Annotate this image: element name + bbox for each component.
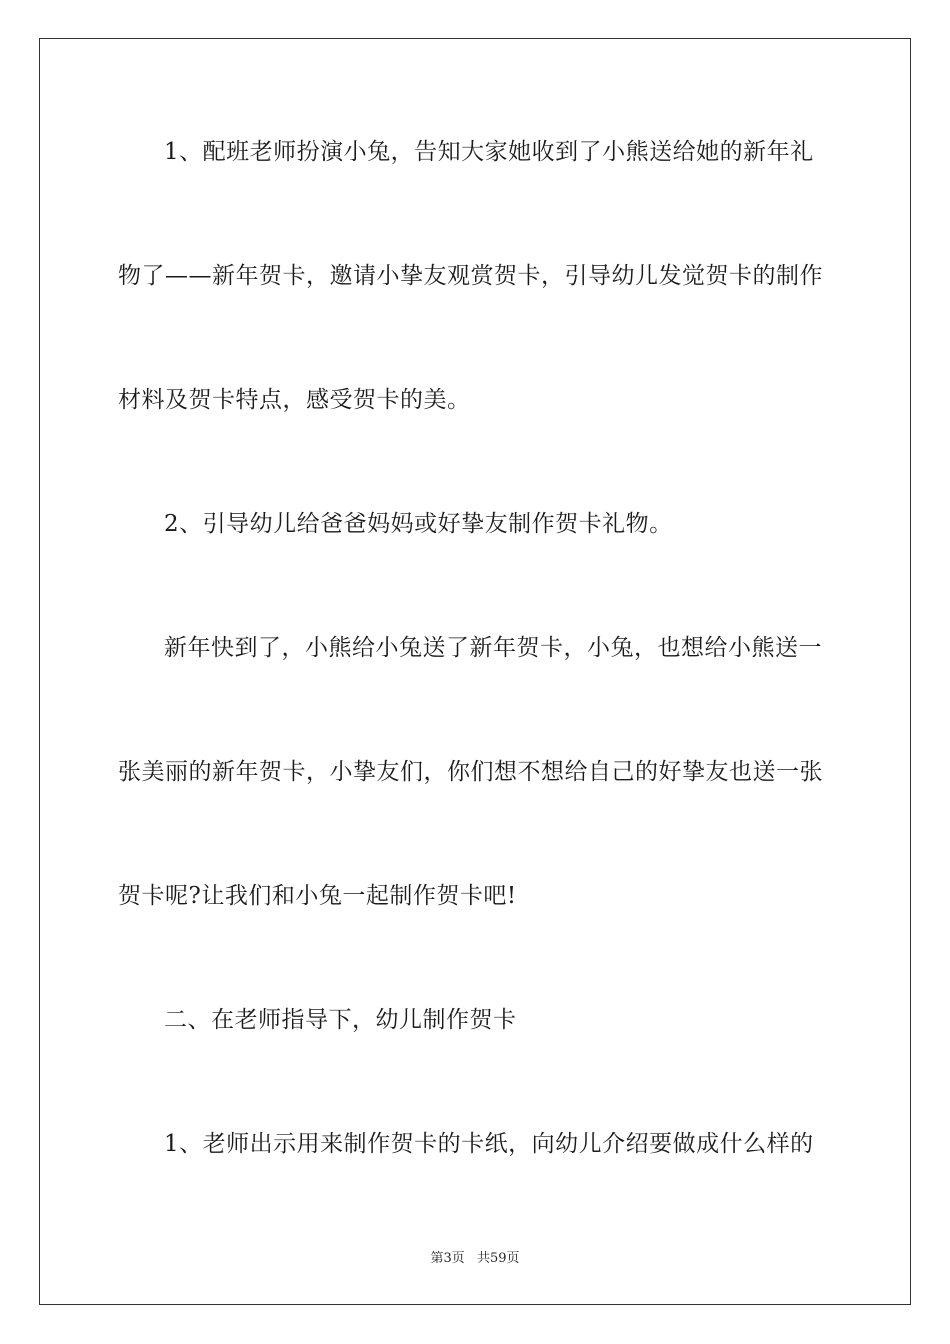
page-footer	[0, 1247, 950, 1266]
paragraph-line-7: 贺卡呢?让我们和小兔一起制作贺卡吧!	[118, 883, 517, 909]
paragraph-line-4: 2、引导幼儿给爸爸妈妈或好挚友制作贺卡礼物。	[164, 511, 673, 537]
paragraph-line-1: 1、配班老师扮演小兔，告知大家她收到了小熊送给她的新年礼	[164, 139, 814, 165]
paragraph-line-5: 新年快到了，小熊给小兔送了新年贺卡，小兔，也想给小熊送一	[164, 635, 822, 661]
page-number: 第3页	[430, 1251, 465, 1266]
paragraph-line-6: 张美丽的新年贺卡，小挚友们，你们想不想给自己的好挚友也送一张	[118, 759, 823, 785]
paragraph-line-3: 材料及贺卡特点，感受贺卡的美。	[118, 387, 471, 413]
page-total: 共59页	[476, 1251, 520, 1266]
page-border	[39, 38, 911, 1305]
paragraph-line-2: 物了——新年贺卡，邀请小挚友观赏贺卡，引导幼儿发觉贺卡的制作	[118, 263, 823, 289]
section-heading: 二、在老师指导下，幼儿制作贺卡	[164, 1007, 517, 1033]
paragraph-line-9: 1、老师出示用来制作贺卡的卡纸，向幼儿介绍要做成什么样的	[164, 1131, 814, 1157]
